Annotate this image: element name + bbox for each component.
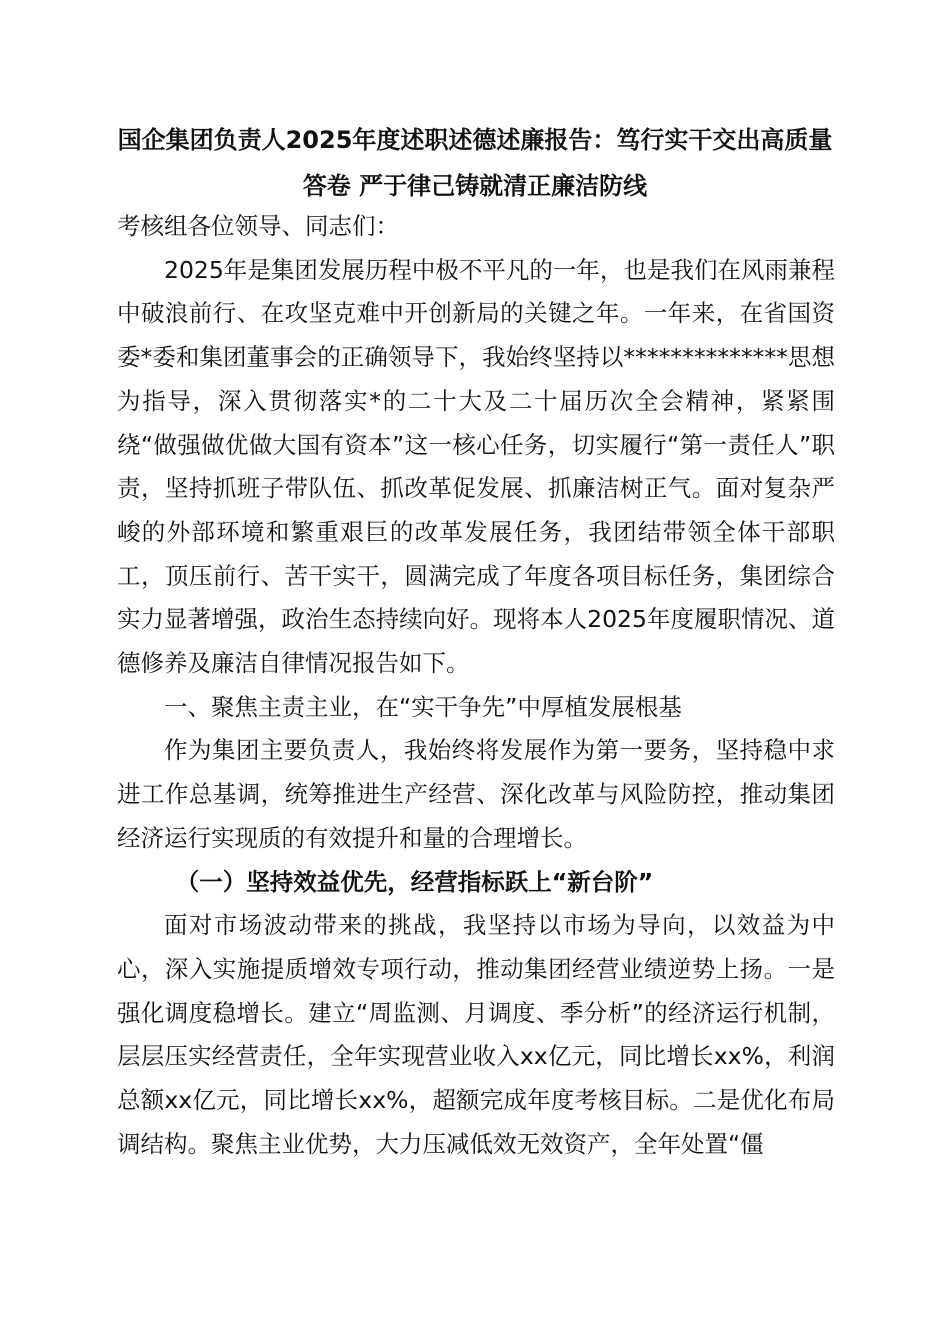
intro-paragraph: 2025年是集团发展历程中极不平凡的一年，也是我们在风雨兼程中破浪前行、在攻坚克难中开创新局的关键之年。一年来，在省国资委*委和集团董事会的正确领导下，我始终坚持以**************思想为指导，深入贯彻落实*的二十大及二十届历次全会精神，紧紧围绕“做强做优做大国有资本”这一核心任务，切实履行“第一责任人”职责，坚持抓班子带队伍、抓改革促发展、抓廉洁树正气。面对复杂严峻的外部环境和繁重艰巨的改革发展任务，我团结带领全体干部职工，顶压前行、苦干实干，圆满完成了年度各项目标任务，集团综合实力显著增强，政治生态持续向好。现将本人2025年度履职情况、道德修养及廉洁自律情况报告如下。 bbox=[117, 255, 835, 678]
document-title-line-2: 答卷 严于律己铸就清正廉洁防线 bbox=[302, 172, 648, 200]
subsection-heading-1: （一）坚持效益优先，经营指标跃上“新台阶” bbox=[175, 867, 654, 896]
document-body bbox=[117, 205, 835, 1166]
section-heading-1: 一、聚焦主责主业，在“实干争先”中厚植发展根基 bbox=[164, 692, 682, 721]
section-1-paragraph: 作为集团主要负责人，我始终将发展作为第一要务，坚持稳中求进工作总基调，统筹推进生产经营、深化改革与风险防控，推动集团经济运行实现质的有效提升和量的合理增长。 bbox=[117, 736, 835, 852]
subsection-1-paragraph: 面对市场波动带来的挑战，我坚持以市场为导向，以效益为中心，深入实施提质增效专项行动，推动集团经营业绩逆势上扬。一是强化调度稳增长。建立“周监测、月调度、季分析”的经济运行机制，层层压实经营责任，全年实现营业收入xx亿元，同比增长xx%，利润总额xx亿元，同比增长xx%，超额完成年度考核目标。二是优化布局调结构。聚焦主业优势，大力压减低效无效资产，全年处置“僵 bbox=[117, 911, 835, 1158]
salutation: 考核组各位领导、同志们： bbox=[117, 212, 399, 240]
document-title-line-1: 国企集团负责人2025年度述职述德述廉报告：笃行实干交出高质量 bbox=[117, 126, 833, 154]
